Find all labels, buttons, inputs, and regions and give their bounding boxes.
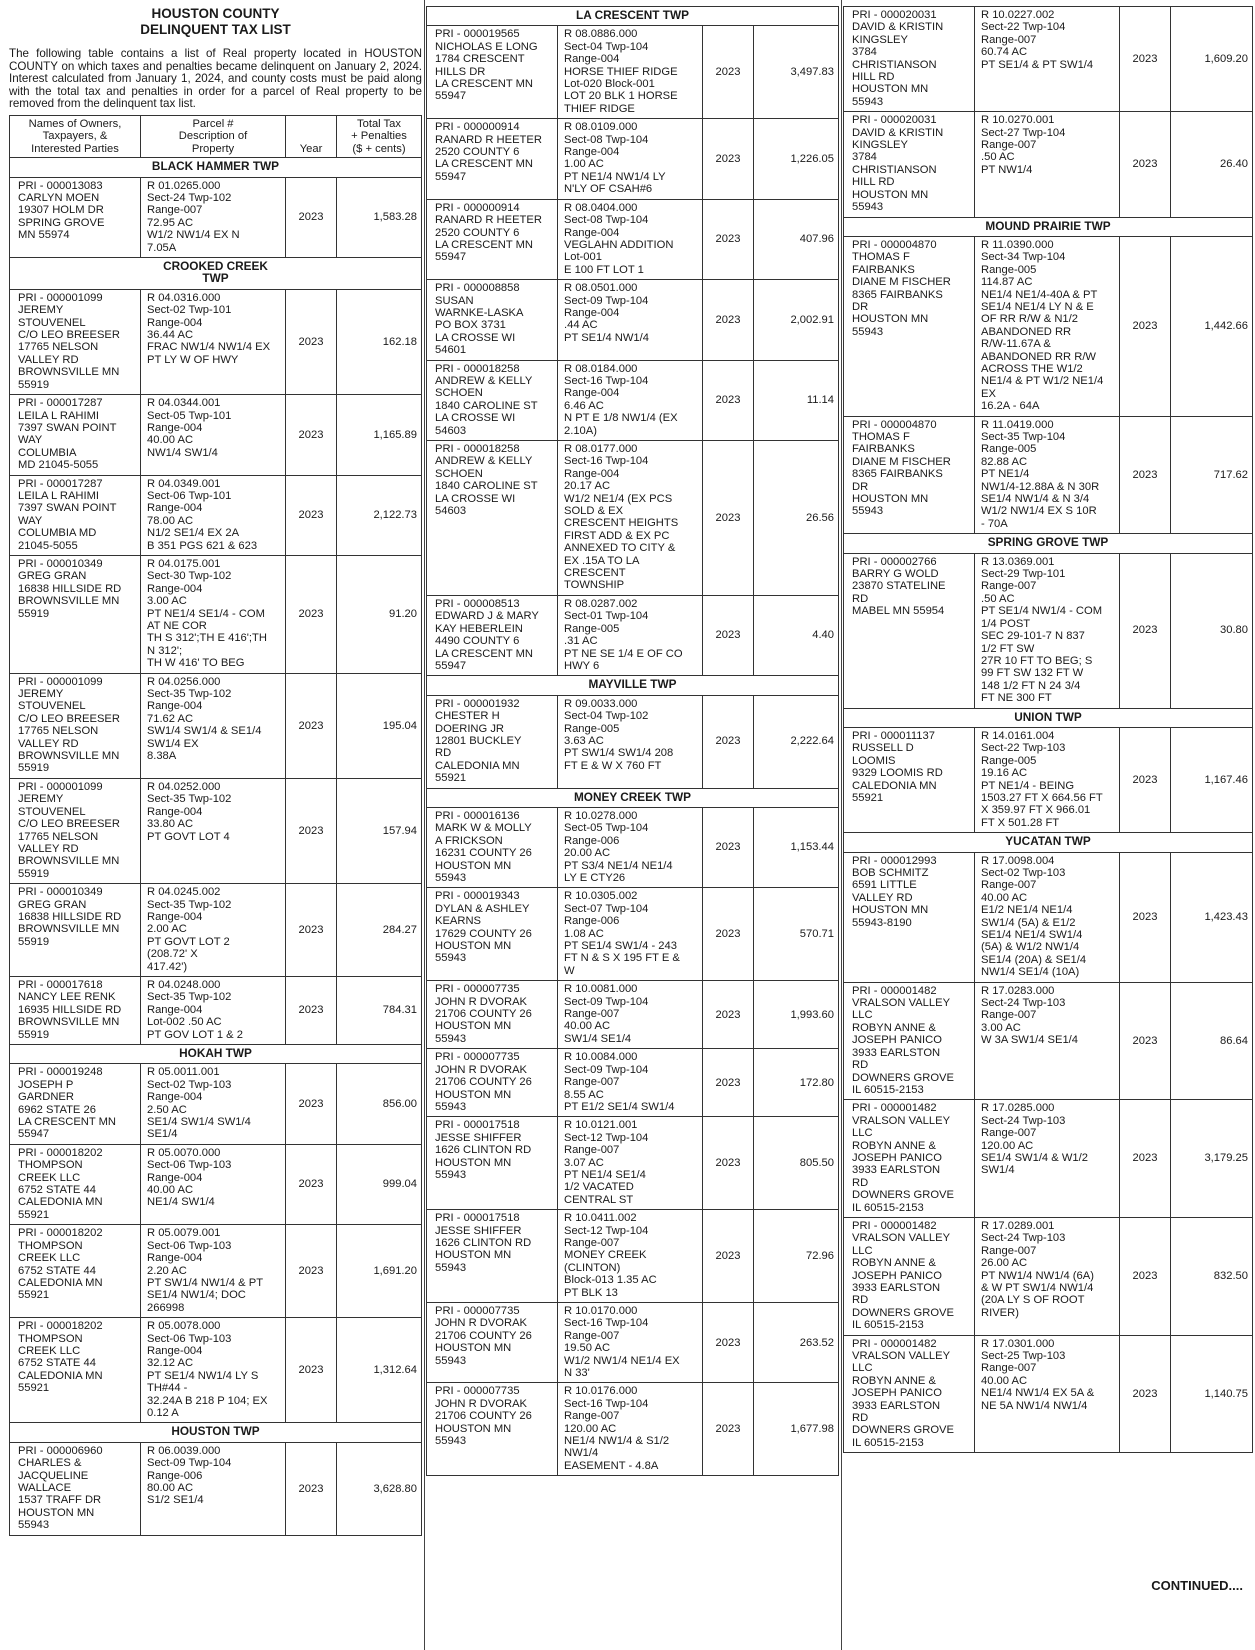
table-row (427, 1383, 839, 1476)
owner-cell: PRI - 000018202 THOMPSON CREEK LLC 6752 STATE 44 CALEDONIA MN 55921 (10, 1318, 141, 1423)
parcel-cell: R 04.0316.000 Sect-02 Twp-101 Range-004 36.44 AC FRAC NW1/4 NW1/4 EX PT LY W OF HWY (141, 289, 286, 394)
year-cell: 2023 (703, 199, 754, 279)
parcel-cell: R 17.0301.000 Sect-25 Twp-103 Range-007 40.00 AC NE1/4 NW1/4 EX 5A & NE 5A NW1/4 NW1/4 (975, 1335, 1120, 1453)
owner-cell: PRI - 000001099 JEREMY STOUVENEL C/O LEO BREESER 17765 NELSON VALLEY RD BROWNSVILLE MN 55919 (10, 289, 141, 394)
township-header (844, 708, 1253, 727)
owner-cell: PRI - 000018258 ANDREW & KELLY SCHOEN 1840 CAROLINE ST LA CROSSE WI 54603 (427, 360, 558, 440)
owner-cell: PRI - 000013083 CARLYN MOEN 19307 HOLM DR SPRING GROVE MN 55974 (10, 177, 141, 257)
table-row (844, 1335, 1253, 1453)
column-3 (843, 6, 1253, 1453)
parcel-cell: R 04.0349.001 Sect-06 Twp-101 Range-004 78.00 AC N1/2 SE1/4 EX 2A B 351 PGS 621 & 623 (141, 475, 286, 555)
year-cell: 2023 (703, 595, 754, 675)
parcel-cell: R 10.0270.001 Sect-27 Twp-104 Range-007 .50 AC PT NW1/4 (975, 112, 1120, 217)
parcel-cell: R 10.0305.002 Sect-07 Twp-104 Range-006 1.08 AC PT SE1/4 SW1/4 - 243 FT N & S X 195 FT E & W (558, 888, 703, 981)
table-row (427, 26, 839, 119)
amount-cell: 1,140.75 (1171, 1335, 1253, 1453)
table-row (844, 1217, 1253, 1335)
amount-cell: 4.40 (754, 595, 839, 675)
table-row (427, 119, 839, 199)
parcel-cell: R 10.0084.000 Sect-09 Twp-104 Range-007 8.55 AC PT E1/2 SE1/4 SW1/4 (558, 1049, 703, 1117)
township-name: YUCATAN TWP (844, 833, 1253, 852)
table-row (427, 441, 839, 596)
year-cell: 2023 (1120, 1100, 1171, 1218)
owner-cell: PRI - 000001099 JEREMY STOUVENEL C/O LEO BREESER 17765 NELSON VALLEY RD BROWNSVILLE MN 55919 (10, 778, 141, 883)
owner-cell: PRI - 000008858 SUSAN WARNKE-LASKA PO BOX 3731 LA CROSSE WI 54601 (427, 280, 558, 360)
township-header (427, 676, 839, 695)
parcel-cell: R 05.0070.000 Sect-06 Twp-103 Range-004 40.00 AC NE1/4 SW1/4 (141, 1144, 286, 1224)
year-cell: 2023 (703, 1210, 754, 1303)
year-cell: 2023 (703, 441, 754, 596)
page-title (9, 6, 422, 38)
township-header (427, 7, 839, 26)
amount-cell: 195.04 (337, 673, 422, 778)
amount-cell: 2,122.73 (337, 475, 422, 555)
amount-cell: 1,993.60 (754, 981, 839, 1049)
tax-table-col3 (843, 6, 1253, 1453)
table-row (427, 807, 839, 887)
year-cell: 2023 (286, 1318, 337, 1423)
owner-cell: PRI - 000017287 LEILA L RAHIMI 7397 SWAN POINT WAY COLUMBIA MD 21045-5055 (10, 395, 141, 475)
title-line-1: HOUSTON COUNTY (151, 6, 280, 21)
amount-cell: 162.18 (337, 289, 422, 394)
year-cell: 2023 (1120, 7, 1171, 112)
owner-cell: PRI - 000020031 DAVID & KRISTIN KINGSLEY 3784 CHRISTIANSON HILL RD HOUSTON MN 55943 (844, 112, 975, 217)
year-cell: 2023 (703, 1049, 754, 1117)
owner-cell: PRI - 000010349 GREG GRAN 16838 HILLSIDE RD BROWNSVILLE MN 55919 (10, 555, 141, 673)
table-row (10, 1442, 422, 1535)
township-header (844, 534, 1253, 553)
table-row (844, 7, 1253, 112)
header-parcel: Parcel # Description of Property (141, 115, 286, 157)
amount-cell: 1,165.89 (337, 395, 422, 475)
table-row (10, 1144, 422, 1224)
year-cell: 2023 (703, 1117, 754, 1210)
township-name: UNION TWP (844, 708, 1253, 727)
parcel-cell: R 17.0285.000 Sect-24 Twp-103 Range-007 120.00 AC SE1/4 SW1/4 & W1/2 SW1/4 (975, 1100, 1120, 1218)
table-row (10, 395, 422, 475)
township-name: MAYVILLE TWP (427, 676, 839, 695)
parcel-cell: R 08.0287.002 Sect-01 Twp-104 Range-005 .31 AC PT NE SE 1/4 E OF CO HWY 6 (558, 595, 703, 675)
column-1 (9, 6, 422, 1536)
owner-cell: PRI - 000018258 ANDREW & KELLY SCHOEN 1840 CAROLINE ST LA CROSSE WI 54603 (427, 441, 558, 596)
owner-cell: PRI - 000000914 RANARD R HEETER 2520 COUNTY 6 LA CRESCENT MN 55947 (427, 119, 558, 199)
parcel-cell: R 17.0283.000 Sect-24 Twp-103 Range-007 3.00 AC W 3A SW1/4 SE1/4 (975, 982, 1120, 1100)
amount-cell: 832.50 (1171, 1217, 1253, 1335)
owner-cell: PRI - 000004870 THOMAS F FAIRBANKS DIANE M FISCHER 8365 FAIRBANKS DR HOUSTON MN 55943 (844, 236, 975, 416)
table-row (844, 416, 1253, 534)
title-line-2: DELINQUENT TAX LIST (140, 22, 291, 37)
table-row (427, 888, 839, 981)
amount-cell: 1,583.28 (337, 177, 422, 257)
year-cell: 2023 (1120, 553, 1171, 708)
year-cell: 2023 (286, 884, 337, 977)
parcel-cell: R 05.0011.001 Sect-02 Twp-103 Range-004 2.50 AC SE1/4 SW1/4 SW1/4 SE1/4 (141, 1064, 286, 1144)
owner-cell: PRI - 000017518 JESSE SHIFFER 1626 CLINTON RD HOUSTON MN 55943 (427, 1117, 558, 1210)
amount-cell: 856.00 (337, 1064, 422, 1144)
year-cell: 2023 (286, 475, 337, 555)
township-name: MONEY CREEK TWP (427, 788, 839, 807)
township-name: SPRING GROVE TWP (844, 534, 1253, 553)
table-row (844, 1100, 1253, 1218)
owner-cell: PRI - 000011137 RUSSELL D LOOMIS 9329 LOOMIS RD CALEDONIA MN 55921 (844, 727, 975, 832)
year-cell: 2023 (1120, 416, 1171, 534)
table-row (427, 199, 839, 279)
year-cell: 2023 (1120, 112, 1171, 217)
amount-cell: 1,226.05 (754, 119, 839, 199)
header-year: Year (286, 115, 337, 157)
township-header (427, 788, 839, 807)
township-header (844, 833, 1253, 852)
table-row (844, 553, 1253, 708)
amount-cell: 1,691.20 (337, 1225, 422, 1318)
year-cell: 2023 (286, 1064, 337, 1144)
owner-cell: PRI - 000019343 DYLAN & ASHLEY KEARNS 17629 COUNTY 26 HOUSTON MN 55943 (427, 888, 558, 981)
township-name: MOUND PRAIRIE TWP (844, 217, 1253, 236)
parcel-cell: R 04.0252.000 Sect-35 Twp-102 Range-004 33.80 AC PT GOVT LOT 4 (141, 778, 286, 883)
year-cell: 2023 (703, 807, 754, 887)
amount-cell: 172.80 (754, 1049, 839, 1117)
parcel-cell: R 10.0278.000 Sect-05 Twp-104 Range-006 20.00 AC PT S3/4 NE1/4 NE1/4 LY E CTY26 (558, 807, 703, 887)
amount-cell: 2,002.91 (754, 280, 839, 360)
owner-cell: PRI - 000016136 MARK W & MOLLY A FRICKSON 16231 COUNTY 26 HOUSTON MN 55943 (427, 807, 558, 887)
year-cell: 2023 (1120, 1335, 1171, 1453)
owner-cell: PRI - 000007735 JOHN R DVORAK 21706 COUNTY 26 HOUSTON MN 55943 (427, 1049, 558, 1117)
amount-cell: 570.71 (754, 888, 839, 981)
amount-cell: 3,628.80 (337, 1442, 422, 1535)
amount-cell: 784.31 (337, 976, 422, 1044)
year-cell: 2023 (1120, 982, 1171, 1100)
owner-cell: PRI - 000004870 THOMAS F FAIRBANKS DIANE M FISCHER 8365 FAIRBANKS DR HOUSTON MN 55943 (844, 416, 975, 534)
amount-cell: 3,179.25 (1171, 1100, 1253, 1218)
table-row (10, 555, 422, 673)
year-cell: 2023 (703, 119, 754, 199)
owner-cell: PRI - 000017287 LEILA L RAHIMI 7397 SWAN POINT WAY COLUMBIA MD 21045-5055 (10, 475, 141, 555)
township-header (10, 1423, 422, 1442)
owner-cell: PRI - 000017618 NANCY LEE RENK 16935 HILLSIDE RD BROWNSVILLE MN 55919 (10, 976, 141, 1044)
parcel-cell: R 08.0404.000 Sect-08 Twp-104 Range-004 VEGLAHN ADDITION Lot-001 E 100 FT LOT 1 (558, 199, 703, 279)
parcel-cell: R 10.0170.000 Sect-16 Twp-104 Range-007 19.50 AC W1/2 NW1/4 NE1/4 EX N 33' (558, 1303, 703, 1383)
amount-cell: 26.40 (1171, 112, 1253, 217)
owner-cell: PRI - 000007735 JOHN R DVORAK 21706 COUNTY 26 HOUSTON MN 55943 (427, 1303, 558, 1383)
year-cell: 2023 (703, 26, 754, 119)
intro-paragraph: The following table contains a list of Real property located in HOUSTON COUNTY on which taxes and penalties became delinquent on January 2, 2024. Interest calculated from January 1, 2024, and county costs must be paid along with the total tax and penalties in order for a parcel of Real property to be removed from the delinquent tax list. (9, 47, 422, 111)
year-cell: 2023 (286, 555, 337, 673)
table-row (844, 982, 1253, 1100)
amount-cell: 72.96 (754, 1210, 839, 1303)
owner-cell: PRI - 000020031 DAVID & KRISTIN KINGSLEY 3784 CHRISTIANSON HILL RD HOUSTON MN 55943 (844, 7, 975, 112)
parcel-cell: R 01.0265.000 Sect-24 Twp-102 Range-007 72.95 AC W1/2 NW1/4 EX N 7.05A (141, 177, 286, 257)
owner-cell: PRI - 000010349 GREG GRAN 16838 HILLSIDE RD BROWNSVILLE MN 55919 (10, 884, 141, 977)
table-row (844, 727, 1253, 832)
amount-cell: 1,167.46 (1171, 727, 1253, 832)
year-cell: 2023 (286, 177, 337, 257)
parcel-cell: R 04.0344.001 Sect-05 Twp-101 Range-004 40.00 AC NW1/4 SW1/4 (141, 395, 286, 475)
owner-cell: PRI - 000001099 JEREMY STOUVENEL C/O LEO BREESER 17765 NELSON VALLEY RD BROWNSVILLE MN 55919 (10, 673, 141, 778)
parcel-cell: R 10.0121.001 Sect-12 Twp-104 Range-007 3.07 AC PT NE1/4 SE1/4 1/2 VACATED CENTRAL ST (558, 1117, 703, 1210)
parcel-cell: R 05.0079.001 Sect-06 Twp-103 Range-004 2.20 AC PT SW1/4 NW1/4 & PT SE1/4 NW1/4; DOC 266998 (141, 1225, 286, 1318)
township-name: CROOKED CREEK TWP (10, 258, 422, 290)
amount-cell: 30.80 (1171, 553, 1253, 708)
parcel-cell: R 05.0078.000 Sect-06 Twp-103 Range-004 32.12 AC PT SE1/4 NW1/4 LY S TH#44 - 32.24A B 218 P 104; EX 0.12 A (141, 1318, 286, 1423)
parcel-cell: R 08.0109.000 Sect-08 Twp-104 Range-004 1.00 AC PT NE1/4 NW1/4 LY N'LY OF CSAH#6 (558, 119, 703, 199)
owner-cell: PRI - 000001482 VRALSON VALLEY LLC ROBYN ANNE & JOSEPH PANICO 3933 EARLSTON RD DOWNERS GROVE IL 60515-2153 (844, 982, 975, 1100)
amount-cell: 1,677.98 (754, 1383, 839, 1476)
table-row (427, 595, 839, 675)
parcel-cell: R 11.0390.000 Sect-34 Twp-104 Range-005 114.87 AC NE1/4 NE1/4-40A & PT SE1/4 NE1/4 LY N & E OF RR R/W & N1/2 ABANDONED RR R/W-11.67A & ABANDONED RR R/W ACROSS THE W1/2 NE1/4 & PT W1/2 NE1/4 EX 16.2A - 64A (975, 236, 1120, 416)
year-cell: 2023 (286, 778, 337, 883)
table-row (427, 1117, 839, 1210)
parcel-cell: R 09.0033.000 Sect-04 Twp-102 Range-005 3.63 AC PT SW1/4 SW1/4 208 FT E & W X 760 FT (558, 695, 703, 788)
year-cell: 2023 (703, 695, 754, 788)
amount-cell: 91.20 (337, 555, 422, 673)
year-cell: 2023 (286, 1225, 337, 1318)
amount-cell: 1,312.64 (337, 1318, 422, 1423)
amount-cell: 717.62 (1171, 416, 1253, 534)
parcel-cell: R 17.0289.001 Sect-24 Twp-103 Range-007 26.00 AC PT NW1/4 NW1/4 (6A) & W PT SW1/4 NW1/4 (20A LY S OF ROOT RIVER) (975, 1217, 1120, 1335)
table-row (10, 475, 422, 555)
year-cell: 2023 (286, 976, 337, 1044)
table-row (427, 280, 839, 360)
year-cell: 2023 (703, 888, 754, 981)
table-row (427, 360, 839, 440)
table-row (10, 884, 422, 977)
parcel-cell: R 04.0245.002 Sect-35 Twp-102 Range-004 2.00 AC PT GOVT LOT 2 (208.72' X 417.42') (141, 884, 286, 977)
parcel-cell: R 11.0419.000 Sect-35 Twp-104 Range-005 82.88 AC PT NE1/4 NW1/4-12.88A & N 30R SE1/4 NW1/4 & N 3/4 W1/2 NW1/4 EX S 10R - 70A (975, 416, 1120, 534)
owner-cell: PRI - 000001482 VRALSON VALLEY LLC ROBYN ANNE & JOSEPH PANICO 3933 EARLSTON RD DOWNERS GROVE IL 60515-2153 (844, 1100, 975, 1218)
amount-cell: 157.94 (337, 778, 422, 883)
year-cell: 2023 (703, 1383, 754, 1476)
amount-cell: 999.04 (337, 1144, 422, 1224)
parcel-cell: R 08.0501.000 Sect-09 Twp-104 Range-004 .44 AC PT SE1/4 NW1/4 (558, 280, 703, 360)
owner-cell: PRI - 000007735 JOHN R DVORAK 21706 COUNTY 26 HOUSTON MN 55943 (427, 981, 558, 1049)
parcel-cell: R 17.0098.004 Sect-02 Twp-103 Range-007 40.00 AC E1/2 NE1/4 NE1/4 SW1/4 (5A) & E1/2 SE1/4 NE1/4 SW1/4 (5A) & W1/2 NW1/4 SE1/4 (20A) & SE1/4 NW1/4 SE1/4 (10A) (975, 852, 1120, 982)
amount-cell: 805.50 (754, 1117, 839, 1210)
table-row (427, 1303, 839, 1383)
township-header (10, 258, 422, 290)
table-row (427, 981, 839, 1049)
table-row (844, 852, 1253, 982)
owner-cell: PRI - 000000914 RANARD R HEETER 2520 COUNTY 6 LA CRESCENT MN 55947 (427, 199, 558, 279)
parcel-cell: R 10.0081.000 Sect-09 Twp-104 Range-007 40.00 AC SW1/4 SE1/4 (558, 981, 703, 1049)
table-row (10, 1225, 422, 1318)
owner-cell: PRI - 000018202 THOMPSON CREEK LLC 6752 STATE 44 CALEDONIA MN 55921 (10, 1144, 141, 1224)
year-cell: 2023 (286, 1144, 337, 1224)
table-row (10, 778, 422, 883)
parcel-cell: R 08.0177.000 Sect-16 Twp-104 Range-004 20.17 AC W1/2 NE1/4 (EX PCS SOLD & EX CRESCENT HEIGHTS FIRST ADD & EX PC ANNEXED TO CITY & EX .15A TO LA CRESCENT TOWNSHIP (558, 441, 703, 596)
parcel-cell: R 04.0256.000 Sect-35 Twp-102 Range-004 71.62 AC SW1/4 SW1/4 & SE1/4 SW1/4 EX 8.38A (141, 673, 286, 778)
year-cell: 2023 (703, 1303, 754, 1383)
parcel-cell: R 06.0039.000 Sect-09 Twp-104 Range-006 80.00 AC S1/2 SE1/4 (141, 1442, 286, 1535)
year-cell: 2023 (286, 673, 337, 778)
amount-cell: 2,222.64 (754, 695, 839, 788)
owner-cell: PRI - 000019248 JOSEPH P GARDNER 6962 STATE 26 LA CRESCENT MN 55947 (10, 1064, 141, 1144)
year-cell: 2023 (1120, 236, 1171, 416)
year-cell: 2023 (1120, 852, 1171, 982)
amount-cell: 1,442.66 (1171, 236, 1253, 416)
township-name: HOKAH TWP (10, 1045, 422, 1064)
table-row (427, 695, 839, 788)
parcel-cell: R 08.0184.000 Sect-16 Twp-104 Range-004 6.46 AC N PT E 1/8 NW1/4 (EX 2.10A) (558, 360, 703, 440)
amount-cell: 86.64 (1171, 982, 1253, 1100)
parcel-cell: R 10.0176.000 Sect-16 Twp-104 Range-007 120.00 AC NE1/4 NW1/4 & S1/2 NW1/4 EASEMENT - 4.8A (558, 1383, 703, 1476)
amount-cell: 407.96 (754, 199, 839, 279)
table-row (10, 177, 422, 257)
parcel-cell: R 10.0411.002 Sect-12 Twp-104 Range-007 MONEY CREEK (CLINTON) Block-013 1.35 AC PT BLK 13 (558, 1210, 703, 1303)
year-cell: 2023 (286, 289, 337, 394)
owner-cell: PRI - 000007735 JOHN R DVORAK 21706 COUNTY 26 HOUSTON MN 55943 (427, 1383, 558, 1476)
tax-table-col2 (426, 6, 839, 1476)
tax-table-col1 (9, 115, 422, 1536)
year-cell: 2023 (703, 360, 754, 440)
township-name: LA CRESCENT TWP (427, 7, 839, 26)
parcel-cell: R 14.0161.004 Sect-22 Twp-103 Range-005 19.16 AC PT NE1/4 - BEING 1503.27 FT X 664.56 FT X 359.97 FT X 966.01 FT X 501.28 FT (975, 727, 1120, 832)
owner-cell: PRI - 000001482 VRALSON VALLEY LLC ROBYN ANNE & JOSEPH PANICO 3933 EARLSTON RD DOWNERS GROVE IL 60515-2153 (844, 1335, 975, 1453)
year-cell: 2023 (286, 395, 337, 475)
amount-cell: 3,497.83 (754, 26, 839, 119)
owner-cell: PRI - 000012993 BOB SCHMITZ 6591 LITTLE VALLEY RD HOUSTON MN 55943-8190 (844, 852, 975, 982)
year-cell: 2023 (1120, 727, 1171, 832)
owner-cell: PRI - 000001482 VRALSON VALLEY LLC ROBYN ANNE & JOSEPH PANICO 3933 EARLSTON RD DOWNERS GROVE IL 60515-2153 (844, 1217, 975, 1335)
amount-cell: 11.14 (754, 360, 839, 440)
table-row (10, 289, 422, 394)
owner-cell: PRI - 000008513 EDWARD J & MARY KAY HEBERLEIN 4490 COUNTY 6 LA CRESCENT MN 55947 (427, 595, 558, 675)
owner-cell: PRI - 000017518 JESSE SHIFFER 1626 CLINTON RD HOUSTON MN 55943 (427, 1210, 558, 1303)
township-header (10, 1045, 422, 1064)
continued-note: CONTINUED.... (1151, 1577, 1243, 1593)
header-owner: Names of Owners, Taxpayers, & Interested Parties (10, 115, 141, 157)
table-row (844, 236, 1253, 416)
amount-cell: 1,609.20 (1171, 7, 1253, 112)
owner-cell: PRI - 000019565 NICHOLAS E LONG 1784 CRESCENT HILLS DR LA CRESCENT MN 55947 (427, 26, 558, 119)
owner-cell: PRI - 000006960 CHARLES & JACQUELINE WALLACE 1537 TRAFF DR HOUSTON MN 55943 (10, 1442, 141, 1535)
table-row (427, 1210, 839, 1303)
year-cell: 2023 (703, 981, 754, 1049)
header-total: Total Tax + Penalties ($ + cents) (337, 115, 422, 157)
owner-cell: PRI - 000018202 THOMPSON CREEK LLC 6752 STATE 44 CALEDONIA MN 55921 (10, 1225, 141, 1318)
table-row (10, 976, 422, 1044)
amount-cell: 1,423.43 (1171, 852, 1253, 982)
township-header (844, 217, 1253, 236)
table-header-row (10, 115, 422, 157)
parcel-cell: R 10.0227.002 Sect-22 Twp-104 Range-007 60.74 AC PT SE1/4 & PT SW1/4 (975, 7, 1120, 112)
table-row (844, 112, 1253, 217)
year-cell: 2023 (1120, 1217, 1171, 1335)
parcel-cell: R 04.0248.000 Sect-35 Twp-102 Range-004 Lot-002 .50 AC PT GOV LOT 1 & 2 (141, 976, 286, 1044)
year-cell: 2023 (286, 1442, 337, 1535)
column-divider (841, 0, 842, 1650)
amount-cell: 1,153.44 (754, 807, 839, 887)
township-name: BLACK HAMMER TWP (10, 158, 422, 177)
amount-cell: 26.56 (754, 441, 839, 596)
amount-cell: 263.52 (754, 1303, 839, 1383)
year-cell: 2023 (703, 280, 754, 360)
owner-cell: PRI - 000001932 CHESTER H DOERING JR 12801 BUCKLEY RD CALEDONIA MN 55921 (427, 695, 558, 788)
parcel-cell: R 04.0175.001 Sect-30 Twp-102 Range-004 3.00 AC PT NE1/4 SE1/4 - COM AT NE COR TH S 312';TH E 416';TH N 312'; TH W 416' TO BEG (141, 555, 286, 673)
table-row (427, 1049, 839, 1117)
parcel-cell: R 08.0886.000 Sect-04 Twp-104 Range-004 HORSE THIEF RIDGE Lot-020 Block-001 LOT 20 BLK 1 HORSE THIEF RIDGE (558, 26, 703, 119)
table-row (10, 673, 422, 778)
table-row (10, 1064, 422, 1144)
parcel-cell: R 13.0369.001 Sect-29 Twp-101 Range-007 .50 AC PT SE1/4 NW1/4 - COM 1/4 POST SEC 29-101-7 N 837 1/2 FT SW 27R 10 FT TO BEG; S 99 FT SW 132 FT W 148 1/2 FT N 24 3/4 FT NE 300 FT (975, 553, 1120, 708)
column-2 (426, 6, 839, 1476)
township-header (10, 158, 422, 177)
table-row (10, 1318, 422, 1423)
owner-cell: PRI - 000002766 BARRY G WOLD 23870 STATELINE RD MABEL MN 55954 (844, 553, 975, 708)
township-name: HOUSTON TWP (10, 1423, 422, 1442)
amount-cell: 284.27 (337, 884, 422, 977)
column-divider (424, 0, 425, 1650)
